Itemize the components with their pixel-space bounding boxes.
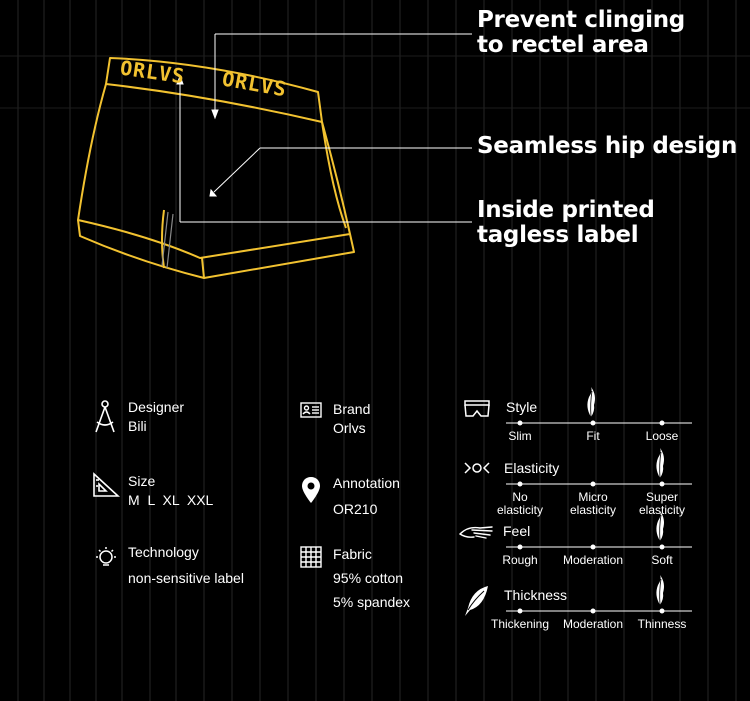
scale-marker-icon — [656, 575, 664, 605]
scale-feel-tick — [518, 545, 523, 550]
scale-thickness-tick-label: Thickening — [490, 617, 550, 631]
waistband-brand-mark: ORLVS — [118, 55, 187, 89]
scale-style-title: Style — [506, 399, 538, 415]
spec-size-value: M L XL XXL — [128, 492, 214, 508]
scale-feel-tick — [660, 545, 665, 550]
spec-size-label: Size — [128, 473, 156, 489]
scale-feel-title: Feel — [503, 523, 531, 539]
spec-technology-value: non-sensitive label — [128, 570, 244, 586]
callout-label-line2: tagless label — [477, 222, 639, 248]
scale-feel-tick-label: Rough — [502, 553, 538, 567]
scale-elasticity-tick-label: Super elasticity — [638, 490, 685, 517]
scale-elasticity-tick-label: No elasticity — [496, 490, 543, 517]
spec-annotation-label: Annotation — [333, 475, 400, 491]
scale-style-tick-label: Fit — [586, 429, 600, 443]
scale-thickness-title: Thickness — [504, 587, 568, 603]
scale-thickness-tick — [591, 609, 596, 614]
spec-fabric-label: Fabric — [333, 546, 372, 562]
scale-style-tick — [660, 421, 665, 426]
callout-prevent-line1: Prevent clinging — [477, 7, 685, 33]
scale-thickness-tick — [518, 609, 523, 614]
callout-label-line1: Inside printed — [477, 197, 655, 223]
spec-fabric-value-2: 5% spandex — [333, 594, 411, 610]
scale-feel-tick-label: Moderation — [562, 553, 624, 567]
scale-elasticity-tick — [518, 482, 523, 487]
scale-style-tick — [518, 421, 523, 426]
scale-thickness-tick — [660, 609, 665, 614]
scale-marker-icon — [656, 448, 664, 478]
scale-elasticity-tick — [660, 482, 665, 487]
spec-brand-value: Orlvs — [333, 420, 366, 436]
spec-annotation-value: OR210 — [333, 501, 378, 517]
scale-feel-tick-label: Soft — [651, 553, 673, 567]
scale-style-tick-label: Loose — [645, 429, 679, 443]
waistband-brand-mark-repeat: ORLVS — [220, 66, 289, 102]
spec-designer-label: Designer — [128, 399, 185, 415]
scale-elasticity-tick — [591, 482, 596, 487]
scale-thickness-tick-label: Thinness — [637, 617, 687, 631]
scale-thickness-tick-label: Moderation — [562, 617, 624, 631]
callout-prevent-line2: to rectel area — [477, 32, 649, 58]
spec-technology-label: Technology — [128, 544, 199, 560]
scale-style-tick-label: Slim — [508, 429, 532, 443]
spec-brand-label: Brand — [333, 401, 371, 417]
scale-feel-tick — [591, 545, 596, 550]
scale-style-tick — [591, 421, 596, 426]
spec-fabric-value-1: 95% cotton — [333, 570, 404, 586]
scale-elasticity-tick-label: Micro elasticity — [569, 490, 616, 517]
callout-seamless: Seamless hip design — [477, 133, 738, 159]
scale-marker-icon — [587, 387, 595, 417]
scale-elasticity-title: Elasticity — [504, 460, 560, 476]
spec-designer-value: Bili — [128, 418, 147, 434]
